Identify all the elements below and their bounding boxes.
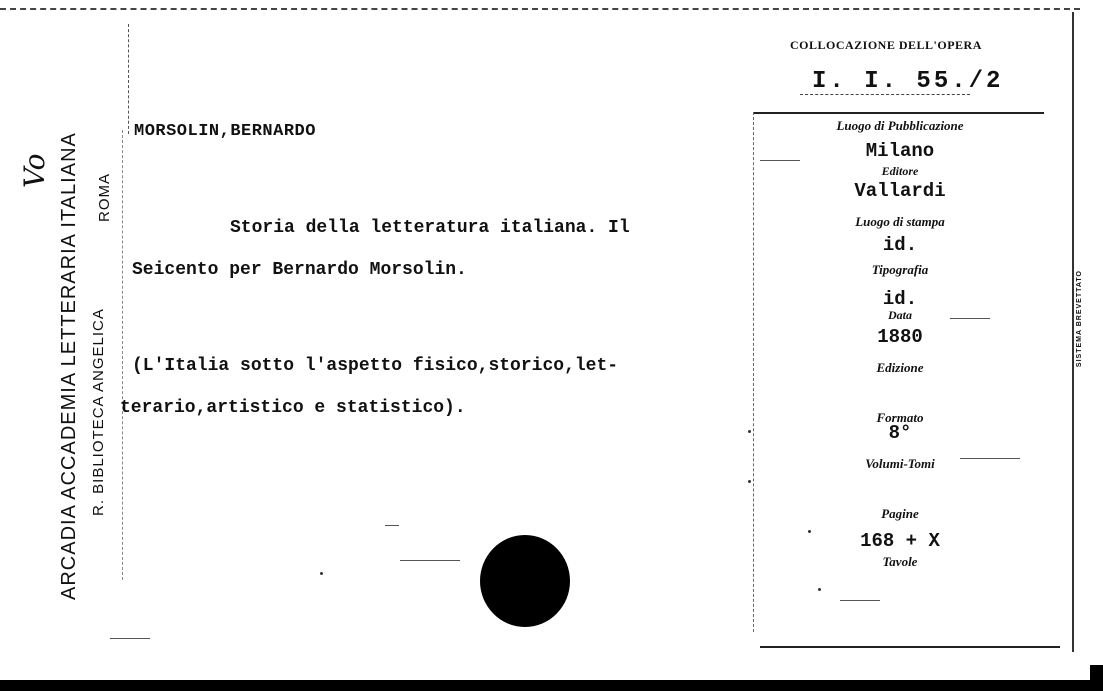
collocation-label: COLLOCAZIONE DELL'OPERA xyxy=(790,38,982,52)
side-label: SISTEMA BREVETTATO xyxy=(1076,270,1083,368)
card-author: MORSOLIN,BERNARDO xyxy=(134,122,316,141)
field-label: Data xyxy=(888,308,912,322)
scan-artifact xyxy=(960,458,1020,459)
scan-artifact xyxy=(748,480,751,483)
field-value: Milano xyxy=(865,140,935,162)
collocation-value: I. I. 55./2 xyxy=(812,68,1004,95)
card-title-line: Storia della letteratura italiana. Il xyxy=(230,218,630,238)
collocation-rule xyxy=(800,94,970,95)
field-label: Luogo di Pubblicazione xyxy=(836,118,964,133)
scan-artifact xyxy=(400,560,460,561)
card-title-line: Seicento per Bernardo Morsolin. xyxy=(132,260,467,280)
library-monogram: Vo xyxy=(18,153,51,188)
field-value: id. xyxy=(882,288,918,310)
field-value: 1880 xyxy=(877,326,923,348)
field-value: Vallardi xyxy=(854,180,946,202)
field-value: 168 + X xyxy=(860,530,940,552)
ink-blot xyxy=(480,535,570,627)
scan-artifact xyxy=(950,318,990,319)
scan-artifact xyxy=(110,638,150,639)
right-border xyxy=(1072,12,1074,652)
margin-rule xyxy=(122,130,123,580)
scan-artifact xyxy=(760,160,800,161)
scan-bottom-band xyxy=(0,680,1103,691)
stamp-academy: ARCADIA ACCADEMIA LETTERARIA ITALIANA xyxy=(58,132,80,600)
scan-artifact xyxy=(320,572,323,575)
field-value: id. xyxy=(882,234,918,256)
field-label: Tipografia xyxy=(871,262,929,277)
field-label: Editore xyxy=(881,164,919,178)
card-series-line: (L'Italia sotto l'aspetto fisico,storico,let- xyxy=(132,356,619,376)
stamp-city: ROMA xyxy=(96,173,113,222)
field-label: Formato xyxy=(876,410,924,425)
field-label: Luogo di stampa xyxy=(855,214,945,229)
bottom-border xyxy=(760,646,1060,648)
field-label: Pagine xyxy=(881,506,919,521)
scan-artifact xyxy=(818,588,821,591)
scan-artifact xyxy=(840,600,880,601)
stamp-library: R. BIBLIOTECA ANGELICA xyxy=(90,308,107,516)
field-label: Tavole xyxy=(882,554,918,569)
scan-artifact xyxy=(748,430,751,433)
margin-rule xyxy=(128,24,129,134)
top-border xyxy=(0,8,1080,10)
card-series-line: terario,artistico e statistico). xyxy=(120,398,466,418)
field-label: Edizione xyxy=(876,360,924,375)
field-value: 8° xyxy=(888,422,912,444)
scan-artifact xyxy=(385,525,399,526)
scan-corner xyxy=(1090,665,1103,691)
scan-artifact xyxy=(808,530,811,533)
field-label: Volumi-Tomi xyxy=(865,456,935,471)
panel-top-rule xyxy=(754,112,1044,114)
